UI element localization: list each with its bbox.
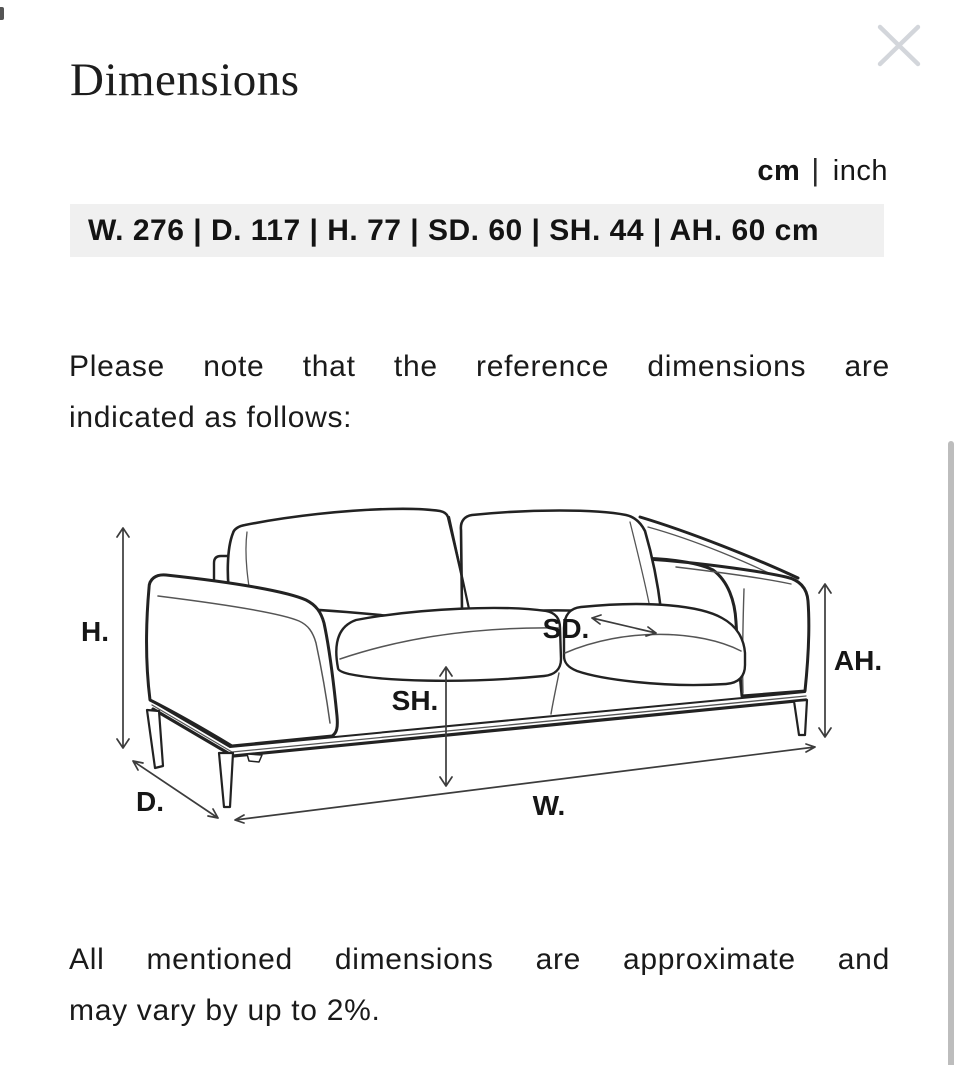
- sofa-leg-front-left: [219, 753, 233, 807]
- sofa-seat-cushion-right: [564, 604, 745, 685]
- page-edge-artifact: [0, 7, 4, 20]
- note-bottom-line-2: may vary by up to 2%.: [69, 994, 381, 1027]
- note-bottom-line-1: All mentioned dimensions are approximate and: [69, 943, 890, 976]
- arm-height-label: AH.: [833, 645, 883, 676]
- height-arrow: [117, 528, 129, 748]
- note-top-line-2: indicated as follows:: [69, 401, 353, 434]
- close-icon: [877, 24, 921, 68]
- seat-depth-label: SD.: [542, 613, 590, 644]
- sofa-dimension-diagram: [0, 460, 960, 860]
- note-bottom: [69, 934, 890, 1036]
- unit-inch-button[interactable]: inch: [832, 155, 888, 187]
- sofa-leg-front-right: [794, 700, 807, 735]
- dimensions-summary-text: W. 276 | D. 117 | H. 77 | SD. 60 | SH. 44 | AH. 60 cm: [88, 213, 820, 247]
- unit-toggle: [757, 152, 888, 188]
- modal-title: Dimensions: [70, 54, 300, 107]
- width-arrow: [235, 744, 815, 823]
- unit-cm-button[interactable]: cm: [757, 155, 801, 187]
- sofa-leg-back-left: [147, 710, 163, 768]
- close-button[interactable]: [877, 24, 921, 68]
- depth-label: D.: [136, 786, 164, 817]
- height-label: H.: [81, 616, 109, 647]
- seat-height-label: SH.: [391, 685, 439, 716]
- arm-height-arrow: [819, 584, 831, 737]
- dimensions-summary-bar: [70, 204, 884, 257]
- note-top: [69, 341, 890, 443]
- scrollbar-thumb[interactable]: [948, 441, 954, 1065]
- note-top-line-1: Please note that the reference dimensions are: [69, 350, 890, 383]
- unit-separator: |: [811, 152, 820, 187]
- width-label: W.: [532, 790, 566, 821]
